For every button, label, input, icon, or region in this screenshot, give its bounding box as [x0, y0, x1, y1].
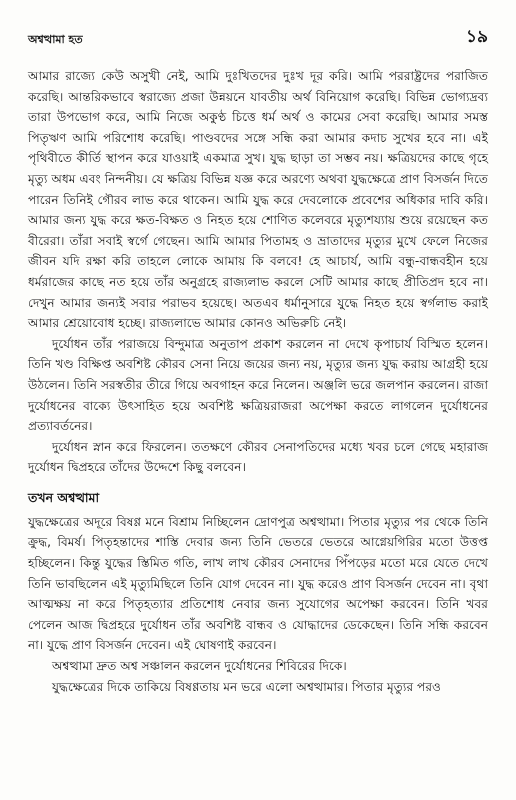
page-body	[28, 66, 488, 697]
paragraph-ashwatthama: যুদ্ধক্ষেত্রের অদূরে বিষণ্ণ মনে বিশ্রাম নিচ্ছিলেন দ্রোণপুত্র অশ্বত্থামা। পিতার মৃত্যুর পর থেকে তিনি ক্রুদ্ধ, বিমর্ষ। পিতৃহন্তাদের শাস্তি দেবার জন্য তিনি ভেতরে ভেতরে আগ্নেয়গিরির মতো উত্তপ্ত হচ্ছিলেন। কিন্তু যুদ্ধের স্তিমিত গতি, লাখ লাখ কৌরব সেনাদের পিঁপড়ের মতো মরে যেতে দেখে তিনি ভাবছিলেন এই মৃত্যুমিছিলে তিনি যোগ দেবেন না। যুদ্ধ করেও প্রাণ বিসর্জন দেবেন না। বৃথা আত্মক্ষয় না করে পিতৃহত্যার প্রতিশোধ নেবার জন্য সুযোগের অপেক্ষা করবেন। তিনি খবর পেলেন আজ দ্বিপ্রহরে দুর্যোধন তাঁর অবশিষ্ট বান্ধব ও যোদ্ধাদের ডেকেছেন। তিনি সন্ধি করবেন না। যুদ্ধে প্রাণ বিসর্জন দেবেন। এই ঘোষণাই করবেন।	[28, 514, 488, 653]
paragraph-duryodhana-returns: দুর্যোধন স্নান করে ফিরলেন। ততক্ষণে কৌরব সেনাপতিদের মধ্যে খবর চলে গেছে মহারাজ দুর্যোধন দ্বিপ্রহরে তাঁদের উদ্দেশে কিছু বলবেন।	[28, 439, 488, 475]
page-number: ১৯	[465, 27, 488, 47]
paragraph-continued: যুদ্ধক্ষেত্রের দিকে তাকিয়ে বিষণ্ণতায় মন ভরে এলো অশ্বত্থামার। পিতার মৃত্যুর পরও	[52, 679, 441, 694]
page-header	[28, 26, 488, 50]
section-heading: তখন অশ্বত্থামা	[28, 489, 100, 505]
paragraph-ride: অশ্বত্থামা দ্রুত অশ্ব সঞ্চালন করলেন দুর্যোধনের শিবিরের দিকে।	[52, 659, 347, 674]
paragraph-speech: আমার রাজ্যে কেউ অসুখী নেই, আমি দুঃখিতদের দুঃখ দূর করি। আমি পররাষ্ট্রদের পরাজিত করেছি। আন্তরিকভাবে স্বরাজ্যে প্রজা উন্নয়নে যাবতীয় অর্থ বিনিয়োগ করেছি। বিভিন্ন ভোগ্যদ্রব্য তারা উপভোগ করে, আমি নিজে অকুণ্ঠ চিত্তে ধর্ম অর্থ ও কামের সেবা করেছি। আমার সমস্ত পিতৃঋণ আমি পরিশোধ করেছি। পাণ্ডবদের সঙ্গে সন্ধি করা আমার কদাচ সুখের হবে না। এই পৃথিবীতে কীর্তি স্থাপন করে যাওয়াই একমাত্র সুখ। যুদ্ধ ছাড়া তা সম্ভব নয়। ক্ষত্রিয়দের কাছে গৃহে মৃত্যু অধম এবং নিন্দনীয়। যে ক্ষত্রিয় বিভিন্ন যজ্ঞ করে অরণ্যে অথবা যুদ্ধক্ষেত্রে প্রাণ বিসর্জন দিতে পারেন তিনিই গৌরব লাভ করে থাকেন। আমি যুদ্ধ করে দেবলোকে প্রবেশের অধিকার দাবি করি। আমার জন্য যুদ্ধ করে ক্ষত-বিক্ষত ও নিহত হয়ে শোণিত কলেবরে মৃত্যুশয্যায় শুয়ে রয়েছেন কত বীরেরা। তাঁরা সবাই স্বর্গে গেছেন। আমি আমার পিতামহ ও ভ্রাতাদের মৃত্যুর মুখে ফেলে নিজের জীবন যদি রক্ষা করি তাহলে লোকে আমায় কি বলবে! হে আচার্য, আমি বন্ধু-বান্ধবহীন হয়ে ধর্মরাজের কাছে নত হয়ে তাঁর অনুগ্রহে রাজ্যলাভ করলে সেটি আমার কাছে প্রীতিপ্রদ হবে না। দেখুন আমার জন্যই সবার পরাভব হয়েছে। অতএব ধর্মানুসারে যুদ্ধে নিহত হয়ে স্বর্গলাভ করাই আমার শ্রেয়োবোধ হচ্ছে। রাজ্যলাভে আমার কোনও অভিরুচি নেই।	[28, 69, 488, 331]
paragraph-kripacharya: দুর্যোধন তাঁর পরাজয়ে বিন্দুমাত্র অনুতাপ প্রকাশ করলেন না দেখে কৃপাচার্য বিস্মিত হলেন। তিনি খণ্ড বিক্ষিপ্ত অবশিষ্ট কৌরব সেনা নিয়ে জয়ের জন্য নয়, মৃত্যুর জন্য যুদ্ধ করায় আগ্রহী হয়ে উঠলেন। তিনি সরস্বতীর তীরে গিয়ে অবগাহন করে নিলেন। অঞ্জলি ভরে জলপান করলেন। রাজা দুর্যোধনের বাক্যে উৎসাহিত হয়ে অবশিষ্ট ক্ষত্রিয়রাজরা অপেক্ষা করতে লাগলেন দুর্যোধনের প্রত্যাবর্তনের।	[28, 336, 488, 434]
running-title: অশ্বত্থামা হত	[28, 33, 83, 46]
